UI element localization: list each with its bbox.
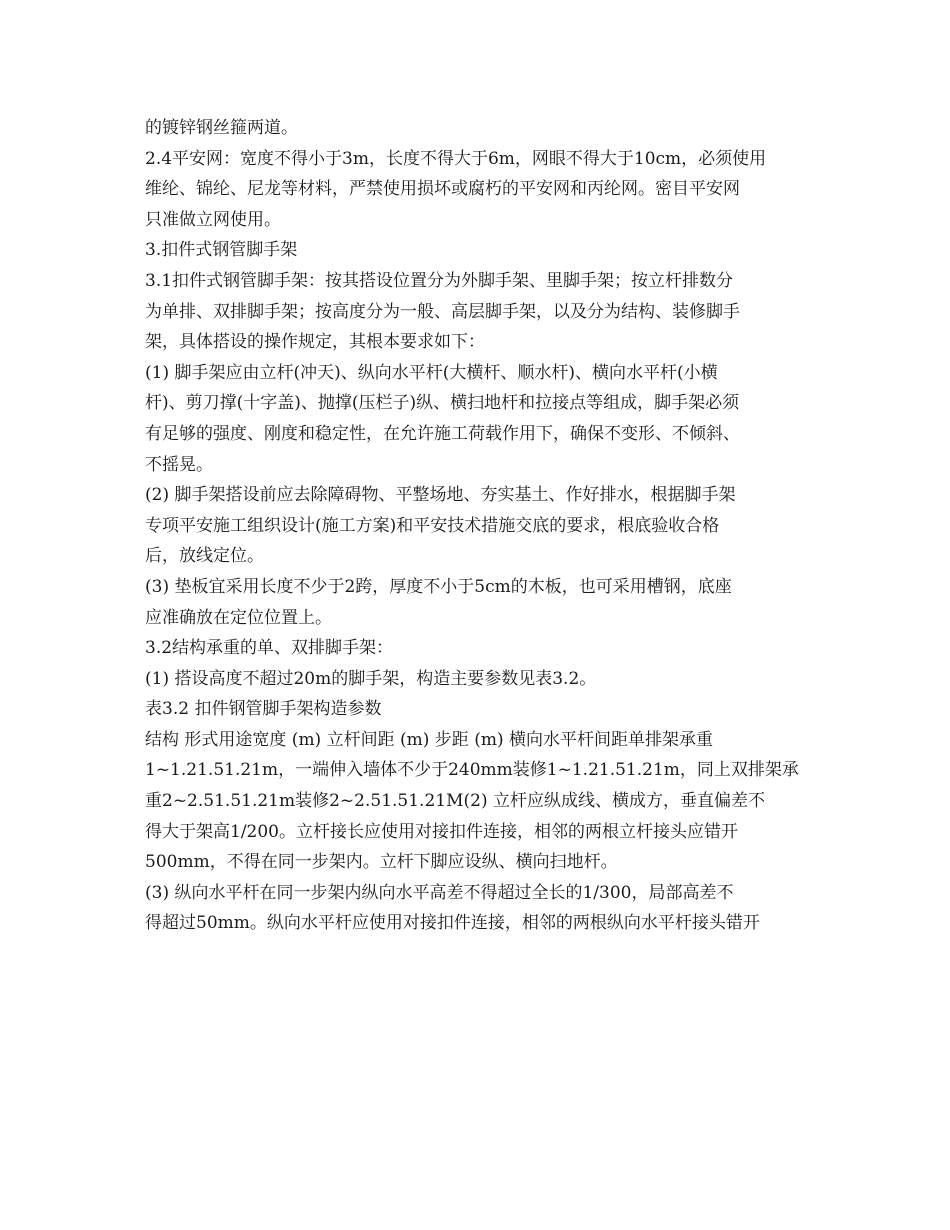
- text-line: 有足够的强度、刚度和稳定性，在允许施工荷载作用下，确保不变形、不倾斜、: [145, 423, 740, 444]
- text-line: 的镀锌钢丝箍两道。: [145, 118, 298, 138]
- text-line: 1~1.21.51.21m，一端伸入墙体不少于240mm装修1~1.21.51.21m，同上双排架承: [145, 760, 799, 781]
- text-line: 重2~2.51.51.21m装修2~2.51.51.21M(2) 立杆应纵成线、横成方，垂直偏差不: [145, 791, 765, 812]
- text-line: 维纶、锦纶、尼龙等材料，严禁使用损坏或腐朽的平安网和丙纶网。密目平安网: [145, 179, 740, 200]
- text-line: 500mm，不得在同一步架内。立杆下脚应设纵、横向扫地杆。: [145, 852, 618, 873]
- text-line: 应准确放在定位位置上。: [145, 607, 332, 628]
- text-line: 只准做立网使用。: [145, 209, 281, 230]
- text-line: (1) 脚手架应由立杆(冲天)、纵向水平杆(大横杆、顺水杆)、横向水平杆(小横: [145, 362, 718, 383]
- text-line: (3) 垫板宜采用长度不少于2跨，厚度不小于5cm的木板，也可采用槽钢，底座: [145, 576, 732, 597]
- section-heading: 3.2结构承重的单、双排脚手架：: [145, 638, 394, 659]
- text-line: 得超过50mm。纵向水平杆应使用对接扣件连接，相邻的两根纵向水平杆接头错开: [145, 913, 760, 934]
- text-line: 不摇晃。: [145, 454, 213, 475]
- section-heading: 3.扣件式钢管脚手架: [145, 240, 298, 261]
- text-line: (3) 纵向水平杆在同一步架内纵向水平高差不得超过全长的1/300，局部高差不: [145, 882, 734, 903]
- text-line: 3.1扣件式钢管脚手架：按其搭设位置分为外脚手架、里脚手架；按立杆排数分: [145, 270, 734, 291]
- text-line: 架，具体搭设的操作规定，其根本要求如下：: [145, 332, 485, 353]
- text-line: (2) 脚手架搭设前应去除障碍物、平整场地、夯实基土、作好排水，根据脚手架: [145, 485, 736, 506]
- text-line: 为单排、双排脚手架；按高度分为一般、高层脚手架，以及分为结构、装修脚手: [145, 301, 740, 322]
- text-line: 结构 形式用途宽度 (m) 立杆间距 (m) 步距 (m) 横向水平杆间距单排架承重: [145, 729, 713, 750]
- text-line: 杆)、剪刀撑(十字盖)、抛撑(压栏子)纵、横扫地杆和拉接点等组成，脚手架必须: [145, 393, 740, 414]
- table-caption: 表3.2 扣件钢管脚手架构造参数: [145, 699, 382, 720]
- text-line: 后，放线定位。: [145, 546, 264, 567]
- document-body: [145, 113, 810, 939]
- text-line: (1) 搭设高度不超过20m的脚手架，构造主要参数见表3.2。: [145, 668, 597, 689]
- text-line: 2.4平安网：宽度不得小于3m，长度不得大于6m，网眼不得大于10cm，必须使用: [145, 148, 767, 169]
- text-line: 得大于架高1/200。立杆接长应使用对接扣件连接，相邻的两根立杆接头应错开: [145, 821, 738, 842]
- text-line: 专项平安施工组织设计(施工方案)和平安技术措施交底的要求，根底验收合格: [145, 515, 720, 536]
